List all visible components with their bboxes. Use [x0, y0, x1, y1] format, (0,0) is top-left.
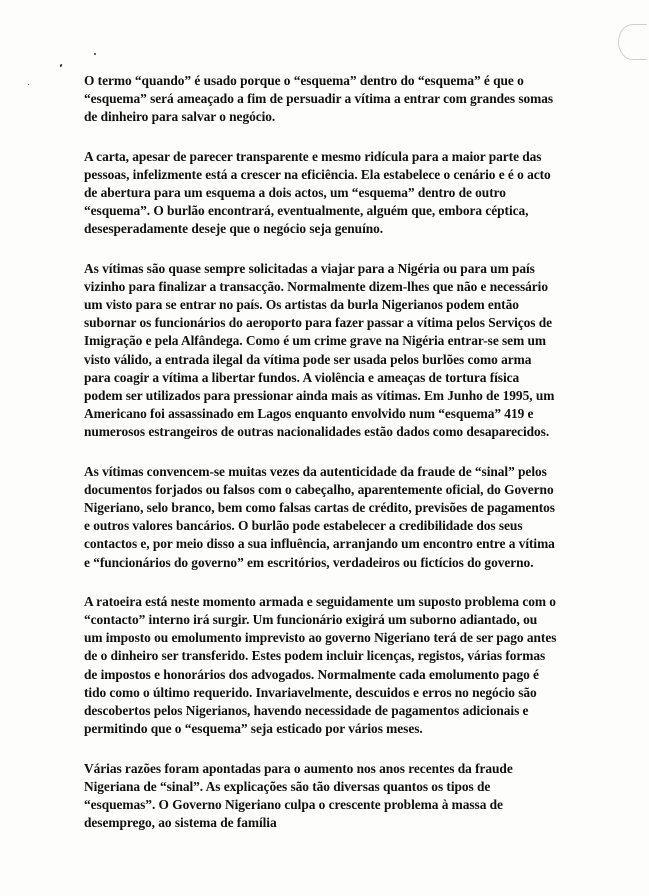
- paragraph-autenticidade: As vítimas convencem-se muitas vezes da autenticidade da fraude de “sinal” pelos documentos forjados ou falsos com o cabeçalho, aparentemente oficial, do Governo Nigeriano, selo branco, bem como falsas cartas de crédito, previsões de pagamentos e outros valores bancários. O burlão pode estabelecer a credibilidade dos seus contactos e, por meio disso a sua influência, arranjando um encontro entre a vítima e “funcionários do governo” em escritórios, verdadeiros ou fictícios do governo.: [84, 463, 555, 570]
- document-body: [84, 72, 558, 853]
- scan-speck: [59, 64, 62, 68]
- paragraph-ratoeira: A ratoeira está neste momento armada e seguidamente um suposto problema com o “contacto” interno irá surgir. Um funcionário exigirá um suborno adiantado, ou um imposto ou emolumento imprevisto ao governo Nigeriano terá de ser pago antes de o dinheiro ser transferido. Estes podem incluir licenças, registos, várias formas de impostos e honorários dos advogados. Normalmente cada emolumento pago é tido como o último requerido. Invariavelmente, descuidos e erros no negócio são descobertos pelos Nigerianos, havendo necessidade de pagamentos adicionais e permitindo que o “esquema” seja esticado por vários meses.: [84, 593, 557, 737]
- paragraph-quando: O termo “quando” é usado porque o “esquema” dentro do “esquema” é que o “esquema” será ameaçado a fim de persuadir a vítima a entrar com grandes somas de dinheiro para salvar o negócio.: [84, 73, 554, 125]
- paragraph-razoes: Várias razões foram apontadas para o aumento nos anos recentes da fraude Nigeriana de “sinal”. As explicações são tão diversas quantos os tipos de “esquemas”. O Governo Nigeriano culpa o crescente problema à massa de desemprego, ao sistema de família: [84, 760, 513, 831]
- paragraph-vitimas-viajar: As vítimas são quase sempre solicitadas a viajar para a Nigéria ou para um país vizinho para finalizar a transacção. Normalmente dizem-lhes que não e necessário um visto para se entrar no país. Os artistas da burla Nigerianos podem então subornar os funcionários do aeroporto para fazer passar a vítima pelos Serviços de Imigração e pela Alfândega. Como é um crime grave na Nigéria entrar-se sem um visto válido, a entrada ilegal da vítima pode ser usada pelos burlões como arma para coagir a vítima a libertar fundos. A violência e ameaças de tortura física podem ser utilizados para pressionar ainda mais as vítimas. Em Junho de 1995, um Americano foi assassinado em Lagos enquanto envolvido num “esquema” 419 e numerosos estrangeiros de outras nacionalidades estão dados como desaparecidos.: [84, 260, 555, 440]
- punch-hole-mark: [618, 24, 647, 60]
- scan-speck: [94, 53, 96, 55]
- scan-speck: [28, 84, 29, 85]
- paragraph-carta: A carta, apesar de parecer transparente e mesmo ridícula para a maior parte das pessoas, infelizmente está a crescer na eficiência. Ela estabelece o cenário e é o acto de abertura para um esquema a dois actos, um “esquema” dentro de outro “esquema”. O burlão encontrará, eventualmente, alguém que, embora céptica, desesperadamente deseje que o negócio seja genuíno.: [84, 148, 551, 237]
